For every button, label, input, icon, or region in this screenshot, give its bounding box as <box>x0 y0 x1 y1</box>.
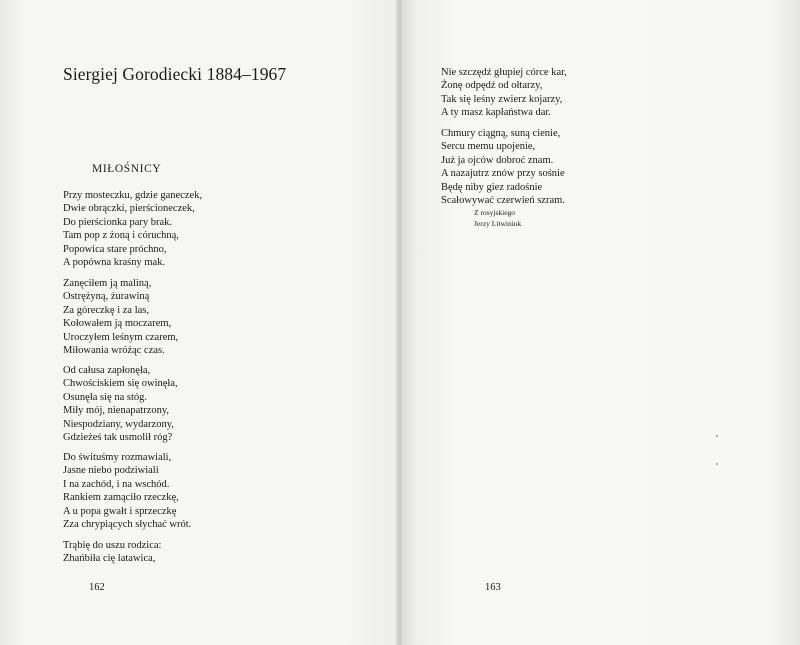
verse-line: Miłowania wróżąc czas. <box>63 345 165 357</box>
verse-line: Scałowywać czerwień szram. <box>441 195 565 207</box>
stanza-1 <box>63 189 202 269</box>
stanza-2 <box>63 277 178 357</box>
stanza-3 <box>63 364 178 444</box>
verse-line: A nazajutrz znów przy sośnie <box>441 168 565 180</box>
verse-line: Kołowałem ją moczarem, <box>63 318 172 330</box>
verse-line: Chmury ciągną, suną cienie, <box>441 128 561 139</box>
verse-line: Będę niby giez radośnie <box>441 181 543 193</box>
verse-line: Tam pop z żoną i córuchną, <box>63 230 179 242</box>
verse-line: Zhańbiła cię latawica, <box>63 553 156 565</box>
verse-line: Do pierścionka pary brak. <box>63 216 173 228</box>
paper-speck <box>716 463 718 465</box>
credit-source: Z rosyjskiego <box>474 208 516 217</box>
verse-line: Ostrężyną, żurawiną <box>63 291 150 303</box>
verse-line: Jasne niebo podziwiali <box>63 465 159 477</box>
verse-line: Popowica stare próchno, <box>63 243 167 255</box>
verse-line: Dwie obrączki, pierścioneczek, <box>63 203 195 215</box>
author-title: Siergiej Gorodiecki 1884–1967 <box>63 64 287 84</box>
verse-line: Sercu memu upojenie, <box>441 141 536 153</box>
verse-line: I na zachód, i na wschód. <box>63 478 170 490</box>
verse-line: Przy mosteczku, gdzie ganeczek, <box>63 190 203 201</box>
verse-line: Niespodziany, wydarzony, <box>63 418 174 430</box>
verse-line: Gdzieżeś tak usmolił róg? <box>63 432 173 444</box>
verse-line: Trąbię do uszu rodzica: <box>63 540 162 551</box>
verse-line: Tak się leśny zwierz kojarzy, <box>441 93 563 105</box>
verse-line: Już ja ojców dobroć znam. <box>441 154 554 166</box>
paper-speck <box>716 435 718 437</box>
verse-line: Osunęła się na stóg. <box>63 391 147 403</box>
verse-line: Do śwituśmy rozmawiali, <box>63 452 172 463</box>
page-number-left: 162 <box>89 582 105 593</box>
verse-line: A ty masz kapłaństwa dar. <box>441 107 551 119</box>
page-number-right: 163 <box>485 582 501 593</box>
stanza-6 <box>441 66 567 120</box>
credit-translator: Jerzy Litwiniuk <box>474 218 522 228</box>
verse-line: Za góreczkę i za las, <box>63 304 149 316</box>
stanza-4 <box>63 451 191 531</box>
book-spine <box>396 0 404 645</box>
verse-line: Nie szczędź głupiej córce kar, <box>441 67 567 78</box>
verse-line: Uroczyłem leśnym czarem, <box>63 331 179 343</box>
translation-credit <box>474 208 521 229</box>
verse-line: Od całusa zapłonęła, <box>63 365 151 376</box>
stanza-7 <box>441 127 565 207</box>
verse-line: Zza chrypiących słychać wrót. <box>63 519 192 531</box>
verse-line: Chwościskiem się owinęła, <box>63 378 178 390</box>
verse-line: A popówna kraśny mak. <box>63 257 166 269</box>
verse-line: Zanęciłem ją maliną, <box>63 278 152 289</box>
verse-line: Żonę odpędź od ołtarzy, <box>441 80 543 92</box>
verse-line: Miły mój, nienapatrzony, <box>63 405 170 417</box>
poem-title: MIŁOŚNICY <box>92 163 162 175</box>
verse-line: A u popa gwałt i sprzeczkę <box>63 505 177 517</box>
stanza-5 <box>63 539 161 566</box>
verse-line: Rankiem zamąciło rzeczkę, <box>63 492 179 504</box>
